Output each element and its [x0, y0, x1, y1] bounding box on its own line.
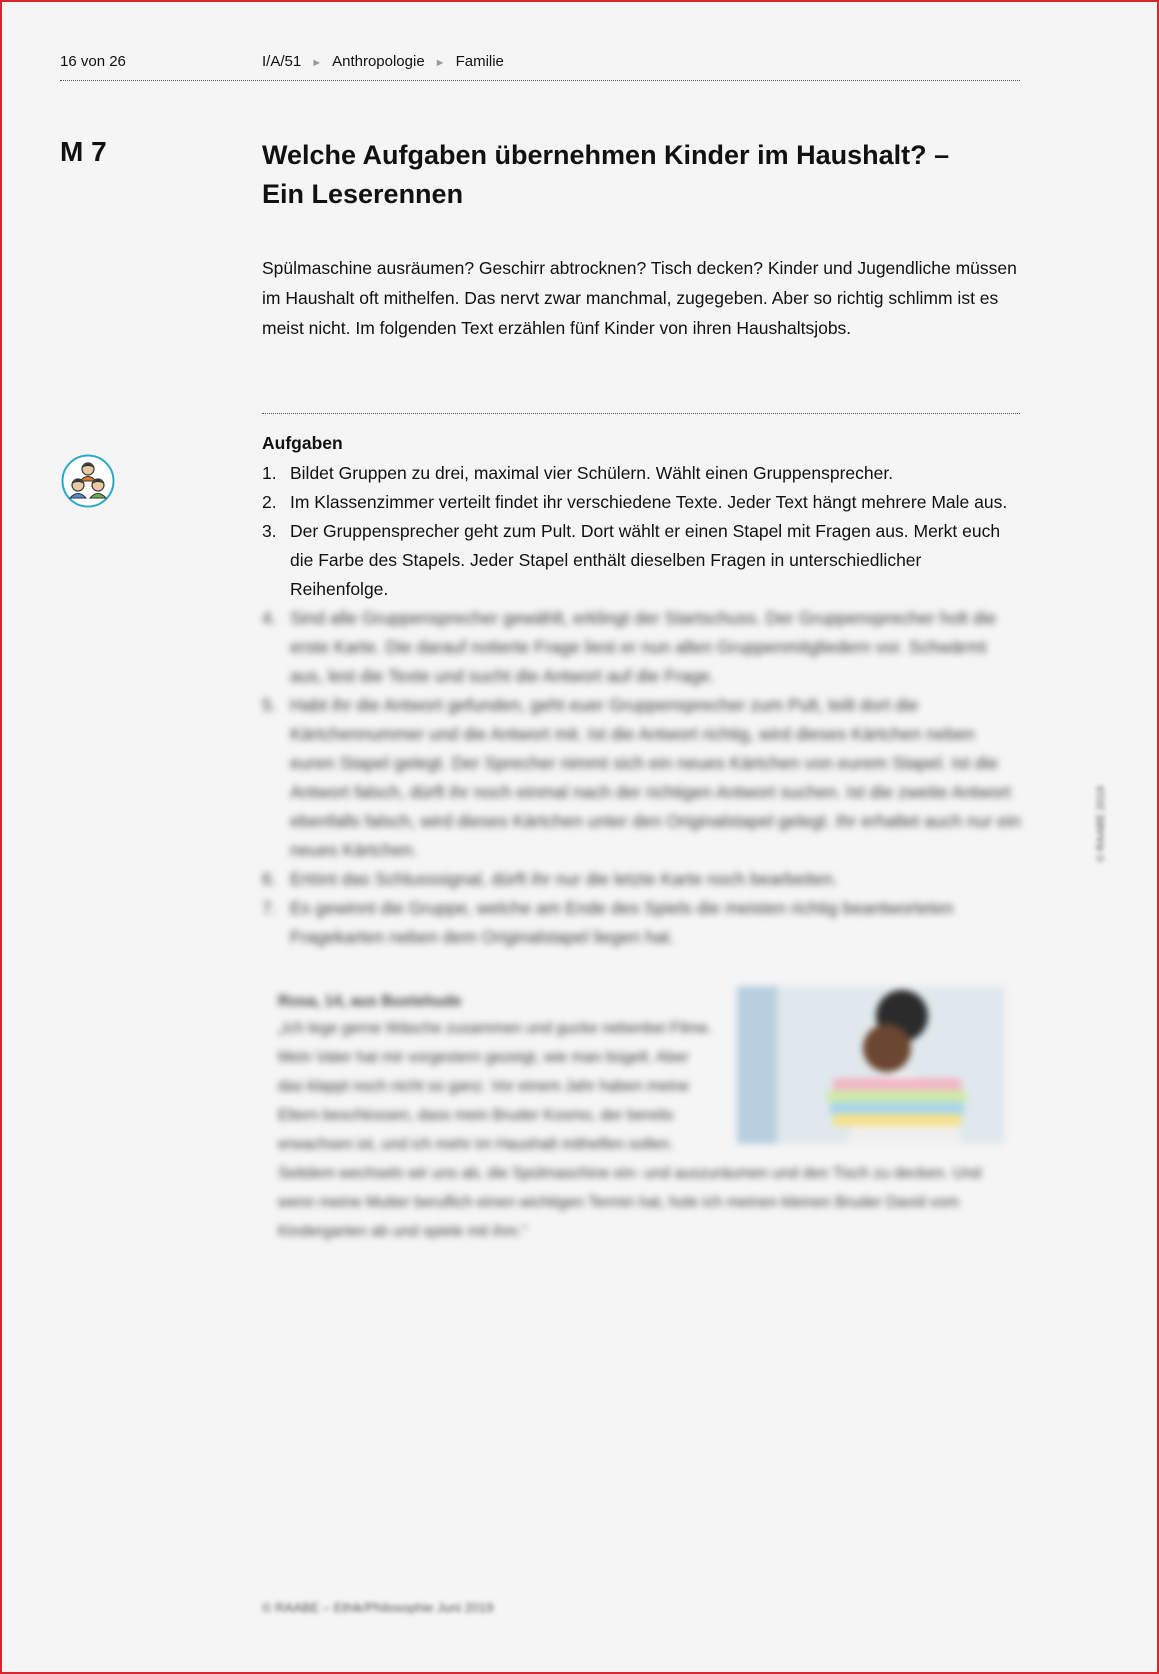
page-title — [262, 136, 982, 214]
tasks-list — [262, 459, 1022, 952]
girl-with-laundry-photo — [737, 986, 1005, 1144]
task-number: 7. — [262, 898, 277, 918]
page-footer: © RAABE – Ethik/Philosophie Juni 2019 — [262, 1600, 494, 1615]
breadcrumb-arrow-icon: ► — [311, 57, 323, 69]
task-number: 2. — [262, 492, 277, 512]
page-indicator: 16 von 26 — [60, 53, 126, 70]
task-number: 1. — [262, 463, 277, 483]
task-item — [262, 488, 1022, 517]
task-text: Sind alle Gruppensprecher gewählt, erklingt der Startschuss. Der Gruppensprecher holt die erste Karte. Die darauf notierte Frage liest er nun allen Gruppenmitgliedern vor. Schwärmt aus, lest die Texte und sucht die Antwort auf die Frage. — [290, 608, 997, 686]
breadcrumb-familie: Familie — [455, 53, 504, 70]
story-text: „Ich lege gerne Wäsche zusammen und gucke nebenbei Filme. Mein Vater hat mir vorgestern gezeigt, wie man bügelt. Aber das klappt noch nicht so ganz. Vor einem Jahr haben meine Eltern beschlossen, dass mein Bruder Kosmo, der bereits erwachsen ist, und ich mehr im Haushalt mithelfen sollen. Seitdem wechseln wir uns ab, die Spülmaschine ein- und auszuräumen und den Tisch zu decken. Und wenn meine Mutter beruflich einen wichtigen Termin hat, hole ich meinen kleinen Bruder David vom Kindergarten ab und spiele mit ihm.“ — [278, 1020, 982, 1240]
story-name: Rosa, 14, aus Buxtehude — [278, 993, 462, 1010]
tasks-heading: Aufgaben — [262, 433, 343, 453]
group-work-icon — [61, 454, 115, 508]
material-label: M 7 — [60, 136, 107, 167]
task-text: Der Gruppensprecher geht zum Pult. Dort wählt er einen Stapel mit Fragen aus. Merkt euch die Farbe des Stapels. Jeder Stapel enthält dieselben Fragen in unterschiedlicher Reihenfolge. — [290, 521, 1001, 599]
task-item — [262, 894, 1022, 952]
header-divider — [60, 80, 1020, 81]
task-item — [262, 604, 1022, 691]
story-box — [278, 990, 1003, 1246]
side-copyright-text: © RAABE 2019 — [1095, 786, 1107, 862]
task-item — [262, 691, 1022, 865]
side-copyright — [1091, 770, 1111, 880]
task-number: 6. — [262, 869, 277, 889]
task-number: 4. — [262, 608, 277, 628]
task-text: Bildet Gruppen zu drei, maximal vier Schülern. Wählt einen Gruppensprecher. — [290, 463, 894, 483]
task-number: 5. — [262, 695, 277, 715]
breadcrumb — [262, 53, 504, 70]
task-text: Im Klassenzimmer verteilt findet ihr verschiedene Texte. Jeder Text hängt mehrere Male aus. — [290, 492, 1008, 512]
tasks-section — [262, 431, 1022, 952]
task-item — [262, 459, 1022, 488]
page-header — [60, 53, 1020, 81]
task-item — [262, 865, 1022, 894]
task-item — [262, 517, 1022, 604]
task-number: 3. — [262, 521, 277, 541]
task-text: Habt ihr die Antwort gefunden, geht euer Gruppensprecher zum Pult, teilt dort die Kärtchennummer und die Antwort mit. Ist die Antwort richtig, wird dieses Kärtchen neben euren Stapel gelegt. Der Sprecher nimmt sich ein neues Kärtchen von eurem Stapel. Ist die Antwort falsch, dürft ihr noch einmal nach der richtigen Antwort suchen. Ist die zweite Antwort ebenfalls falsch, wird dieses Kärtchen unter den Originalstapel gelegt. Ihr erhaltet auch nur ein neues Kärtchen. — [290, 695, 1021, 860]
title-line-1: Welche Aufgaben übernehmen Kinder im Haushalt? – — [262, 140, 950, 170]
task-text: Es gewinnt die Gruppe, welche am Ende des Spiels die meisten richtig beantworteten Fragekarten neben dem Originalstapel liegen hat. — [290, 898, 954, 947]
breadcrumb-arrow-icon: ► — [434, 57, 446, 69]
task-text: Ertönt das Schlusssignal, dürft ihr nur die letzte Karte noch bearbeiten. — [290, 869, 838, 889]
breadcrumb-anthropologie: Anthropologie — [332, 53, 425, 70]
breadcrumb-code: I/A/51 — [262, 53, 302, 70]
intro-paragraph: Spülmaschine ausräumen? Geschirr abtrocknen? Tisch decken? Kinder und Jugendliche müssen im Haushalt oft mithelfen. Das nervt zwar manchmal, zugegeben. Aber so richtig schlimm ist es meist nicht. Im folgenden Text erzählen fünf Kinder von ihren Haushaltsjobs. — [262, 258, 1017, 338]
title-line-2: Ein Leserennen — [262, 179, 464, 209]
section-divider — [262, 413, 1020, 414]
